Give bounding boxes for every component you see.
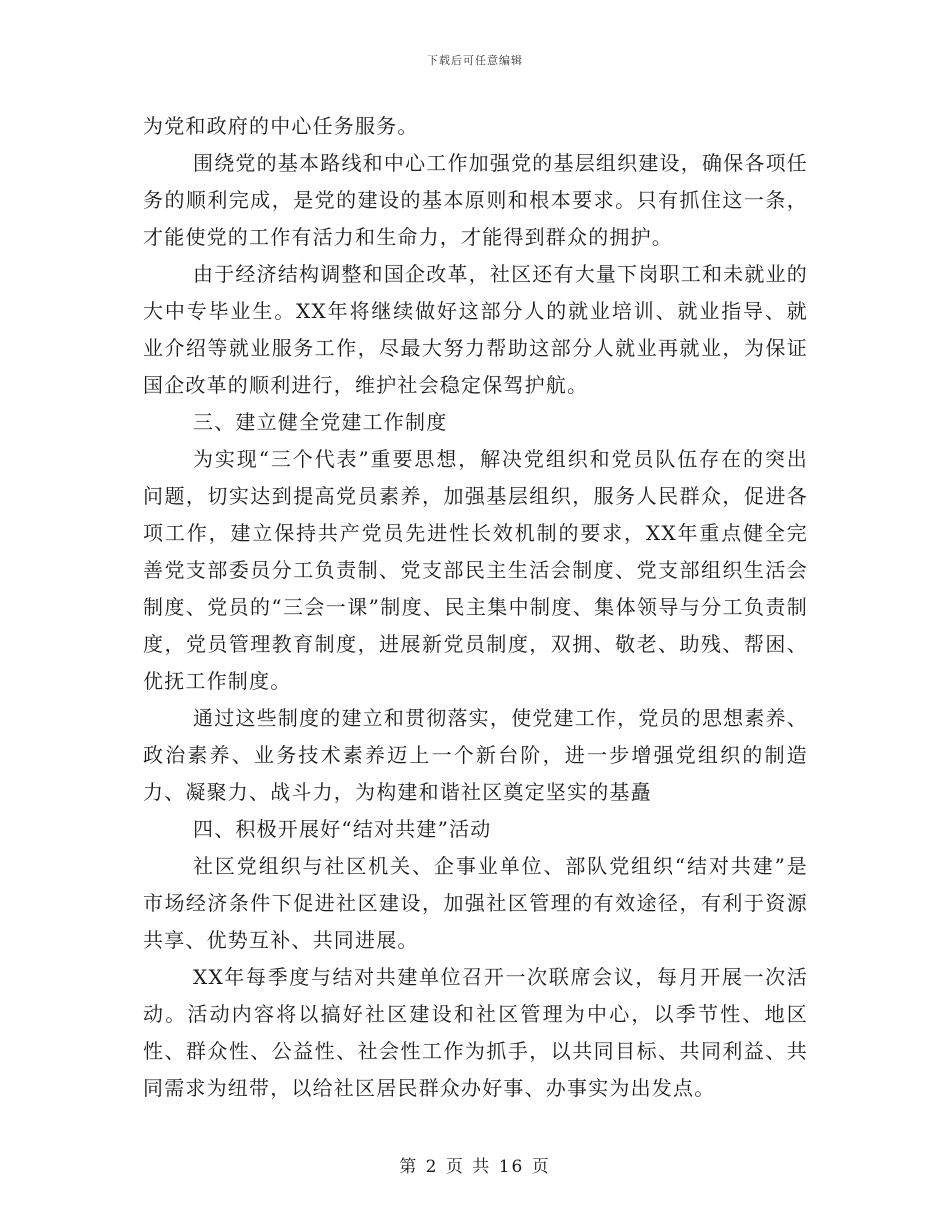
page-number: 第 2 页 共 16 页 bbox=[399, 1157, 551, 1177]
paragraph-party-building: 围绕党的基本路线和中心工作加强党的基层组织建设，确保各项任务的顺利完成，是党的建设的基本原则和根本要求。只有抓住这一条，才能使党的工作有活力和生命力，才能得到群众的拥护。 bbox=[143, 151, 808, 249]
paragraph-activities: XX年每季度与结对共建单位召开一次联席会议，每月开展一次活动。活动内容将以搞好社区建设和社区管理为中心，以季节性、地区性、群众性、公益性、社会性工作为抓手，以共同目标、共同利益、共同需求为纽带，以给社区居民群众办好事、办事实为出发点。 bbox=[143, 965, 808, 1100]
paragraph-joint-building: 社区党组织与社区机关、企事业单位、部队党组织“结对共建”是市场经济条件下促进社区建设，加强社区管理的有效途径，有利于资源共享、优势互补、共同进展。 bbox=[143, 854, 808, 952]
paragraph-implementation: 通过这些制度的建立和贯彻落实，使党建工作，党员的思想素养、政治素养、业务技术素养迈上一个新台阶，进一步增强党组织的制造力、凝聚力、战斗力，为构建和谐社区奠定坚实的基矗 bbox=[143, 706, 808, 804]
page-header-note: 下载后可任意编辑 bbox=[427, 54, 523, 67]
paragraph-continuation: 为党和政府的中心任务服务。 bbox=[143, 114, 419, 138]
document-body bbox=[143, 108, 808, 1107]
section-heading-4: 四、积极开展好“结对共建”活动 bbox=[193, 817, 492, 841]
paragraph-systems: 为实现“三个代表”重要思想，解决党组织和党员队伍存在的突出问题，切实达到提高党员素养，加强基层组织，服务人民群众，促进各项工作，建立保持共产党员先进性长效机制的要求，XX年重点健全完善党支部委员分工负责制、党支部民主生活会制度、党支部组织生活会制度、党员的“三会一课”制度、民主集中制度、集体领导与分工负责制度，党员管理教育制度，进展新党员制度，双拥、敬老、助残、帮困、优抚工作制度。 bbox=[143, 447, 808, 693]
section-heading-3: 三、建立健全党建工作制度 bbox=[193, 410, 448, 434]
paragraph-employment: 由于经济结构调整和国企改革，社区还有大量下岗职工和未就业的大中专毕业生。XX年将继续做好这部分人的就业培训、就业指导、就业介绍等就业服务工作，尽最大努力帮助这部分人就业再就业，为保证国企改革的顺利进行，维护社会稳定保驾护航。 bbox=[143, 262, 808, 397]
